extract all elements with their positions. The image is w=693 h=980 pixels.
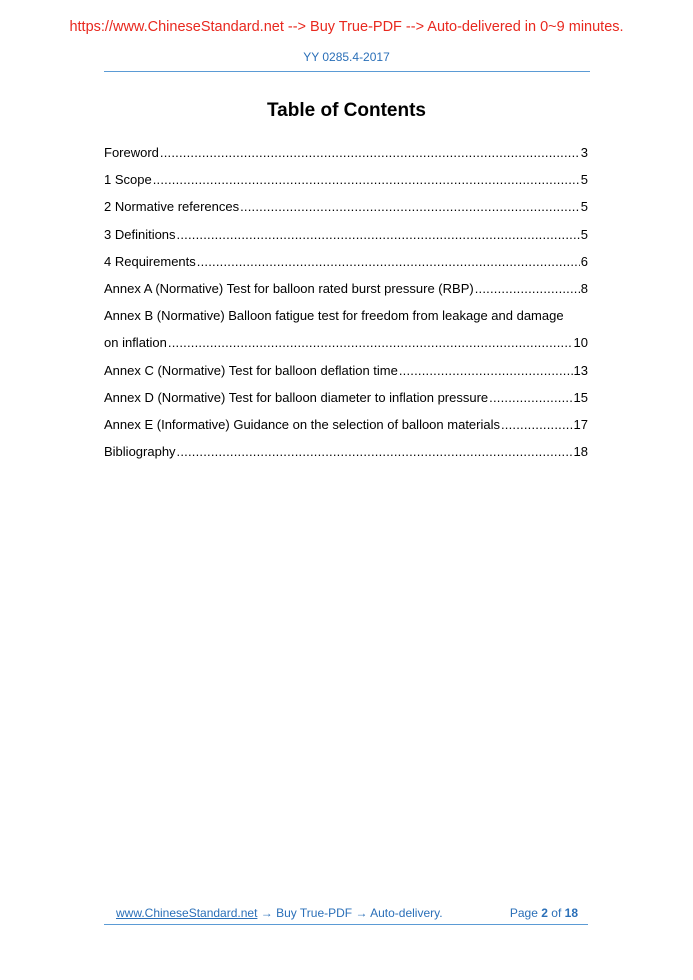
header-rule (104, 71, 590, 72)
footer-promo (116, 906, 443, 920)
toc-entry-page: 13 (573, 362, 588, 378)
toc-list (104, 143, 588, 469)
toc-entry-definitions[interactable] (104, 225, 588, 252)
total-page-count: 18 (564, 906, 578, 920)
toc-entry-annex-b-continued[interactable] (104, 333, 588, 360)
toc-leader-dots (153, 170, 580, 190)
toc-entry-label: 2 Normative references (104, 199, 240, 215)
toc-entry-scope[interactable] (104, 170, 588, 197)
toc-leader-dots (177, 225, 580, 245)
toc-entry-annex-a[interactable] (104, 279, 588, 306)
toc-entry-label: Annex D (Normative) Test for balloon diameter to inflation pressure (104, 389, 489, 405)
toc-entry-page: 18 (573, 444, 588, 460)
toc-entry-label: Annex E (Informative) Guidance on the selection of balloon materials (104, 416, 500, 432)
toc-leader-dots (475, 279, 580, 299)
page-title: Table of Contents (266, 100, 427, 121)
toc-entry-page: 5 (580, 172, 588, 188)
toc-entry-label: 3 Definitions (104, 226, 176, 242)
toc-entry-page: 8 (580, 280, 588, 296)
toc-entry-label: Annex B (Normative) Balloon fatigue test for freedom from leakage and damage (104, 308, 564, 324)
toc-leader-dots (240, 197, 580, 217)
toc-entry-page: 5 (580, 199, 588, 215)
toc-entry-annex-b[interactable] (104, 306, 588, 333)
document-code: YY 0285.4-2017 (303, 50, 390, 64)
page-word: Page (509, 906, 538, 920)
toc-entry-annex-c[interactable] (104, 361, 588, 388)
toc-entry-label-continued: on inflation (104, 335, 167, 351)
top-banner[interactable]: https://www.ChineseStandard.net --> Buy True-PDF --> Auto-delivered in 0~9 minutes. (69, 19, 624, 35)
toc-leader-dots (489, 388, 572, 408)
toc-entry-annex-e[interactable] (104, 415, 588, 442)
toc-entry-page: 10 (573, 335, 588, 351)
toc-entry-label: 1 Scope (104, 172, 152, 188)
toc-entry-page: 17 (573, 416, 588, 432)
footer-site-link[interactable]: www.ChineseStandard.net (116, 906, 258, 920)
toc-entry-label: Foreword (104, 145, 159, 160)
page-footer (104, 906, 588, 925)
toc-leader-dots (160, 143, 580, 163)
toc-entry-page: 3 (580, 145, 588, 160)
toc-entry-bibliography[interactable] (104, 442, 588, 469)
toc-entry-requirements[interactable] (104, 252, 588, 279)
toc-leader-dots (197, 252, 580, 272)
toc-entry-label: Bibliography (104, 444, 176, 460)
toc-entry-normative-references[interactable] (104, 197, 588, 224)
toc-leader-dots (168, 333, 573, 353)
page-indicator (510, 906, 578, 920)
toc-entry-label: 4 Requirements (104, 253, 196, 269)
toc-entry-foreword[interactable] (104, 143, 588, 170)
toc-leader-dots (177, 442, 573, 462)
toc-entry-page: 15 (573, 389, 588, 405)
footer-promo-text: → Buy True-PDF → Auto-delivery. (257, 906, 443, 920)
toc-entry-page: 5 (580, 226, 588, 242)
toc-entry-annex-d[interactable] (104, 388, 588, 415)
toc-entry-label: Annex C (Normative) Test for balloon deflation time (104, 362, 398, 378)
current-page-number: 2 (541, 906, 548, 920)
toc-leader-dots (399, 361, 573, 381)
toc-entry-label: Annex A (Normative) Test for balloon rated burst pressure (RBP) (104, 280, 474, 296)
toc-leader-dots (501, 415, 573, 435)
toc-entry-page: 6 (580, 253, 588, 269)
page-of-word: of (551, 906, 562, 920)
